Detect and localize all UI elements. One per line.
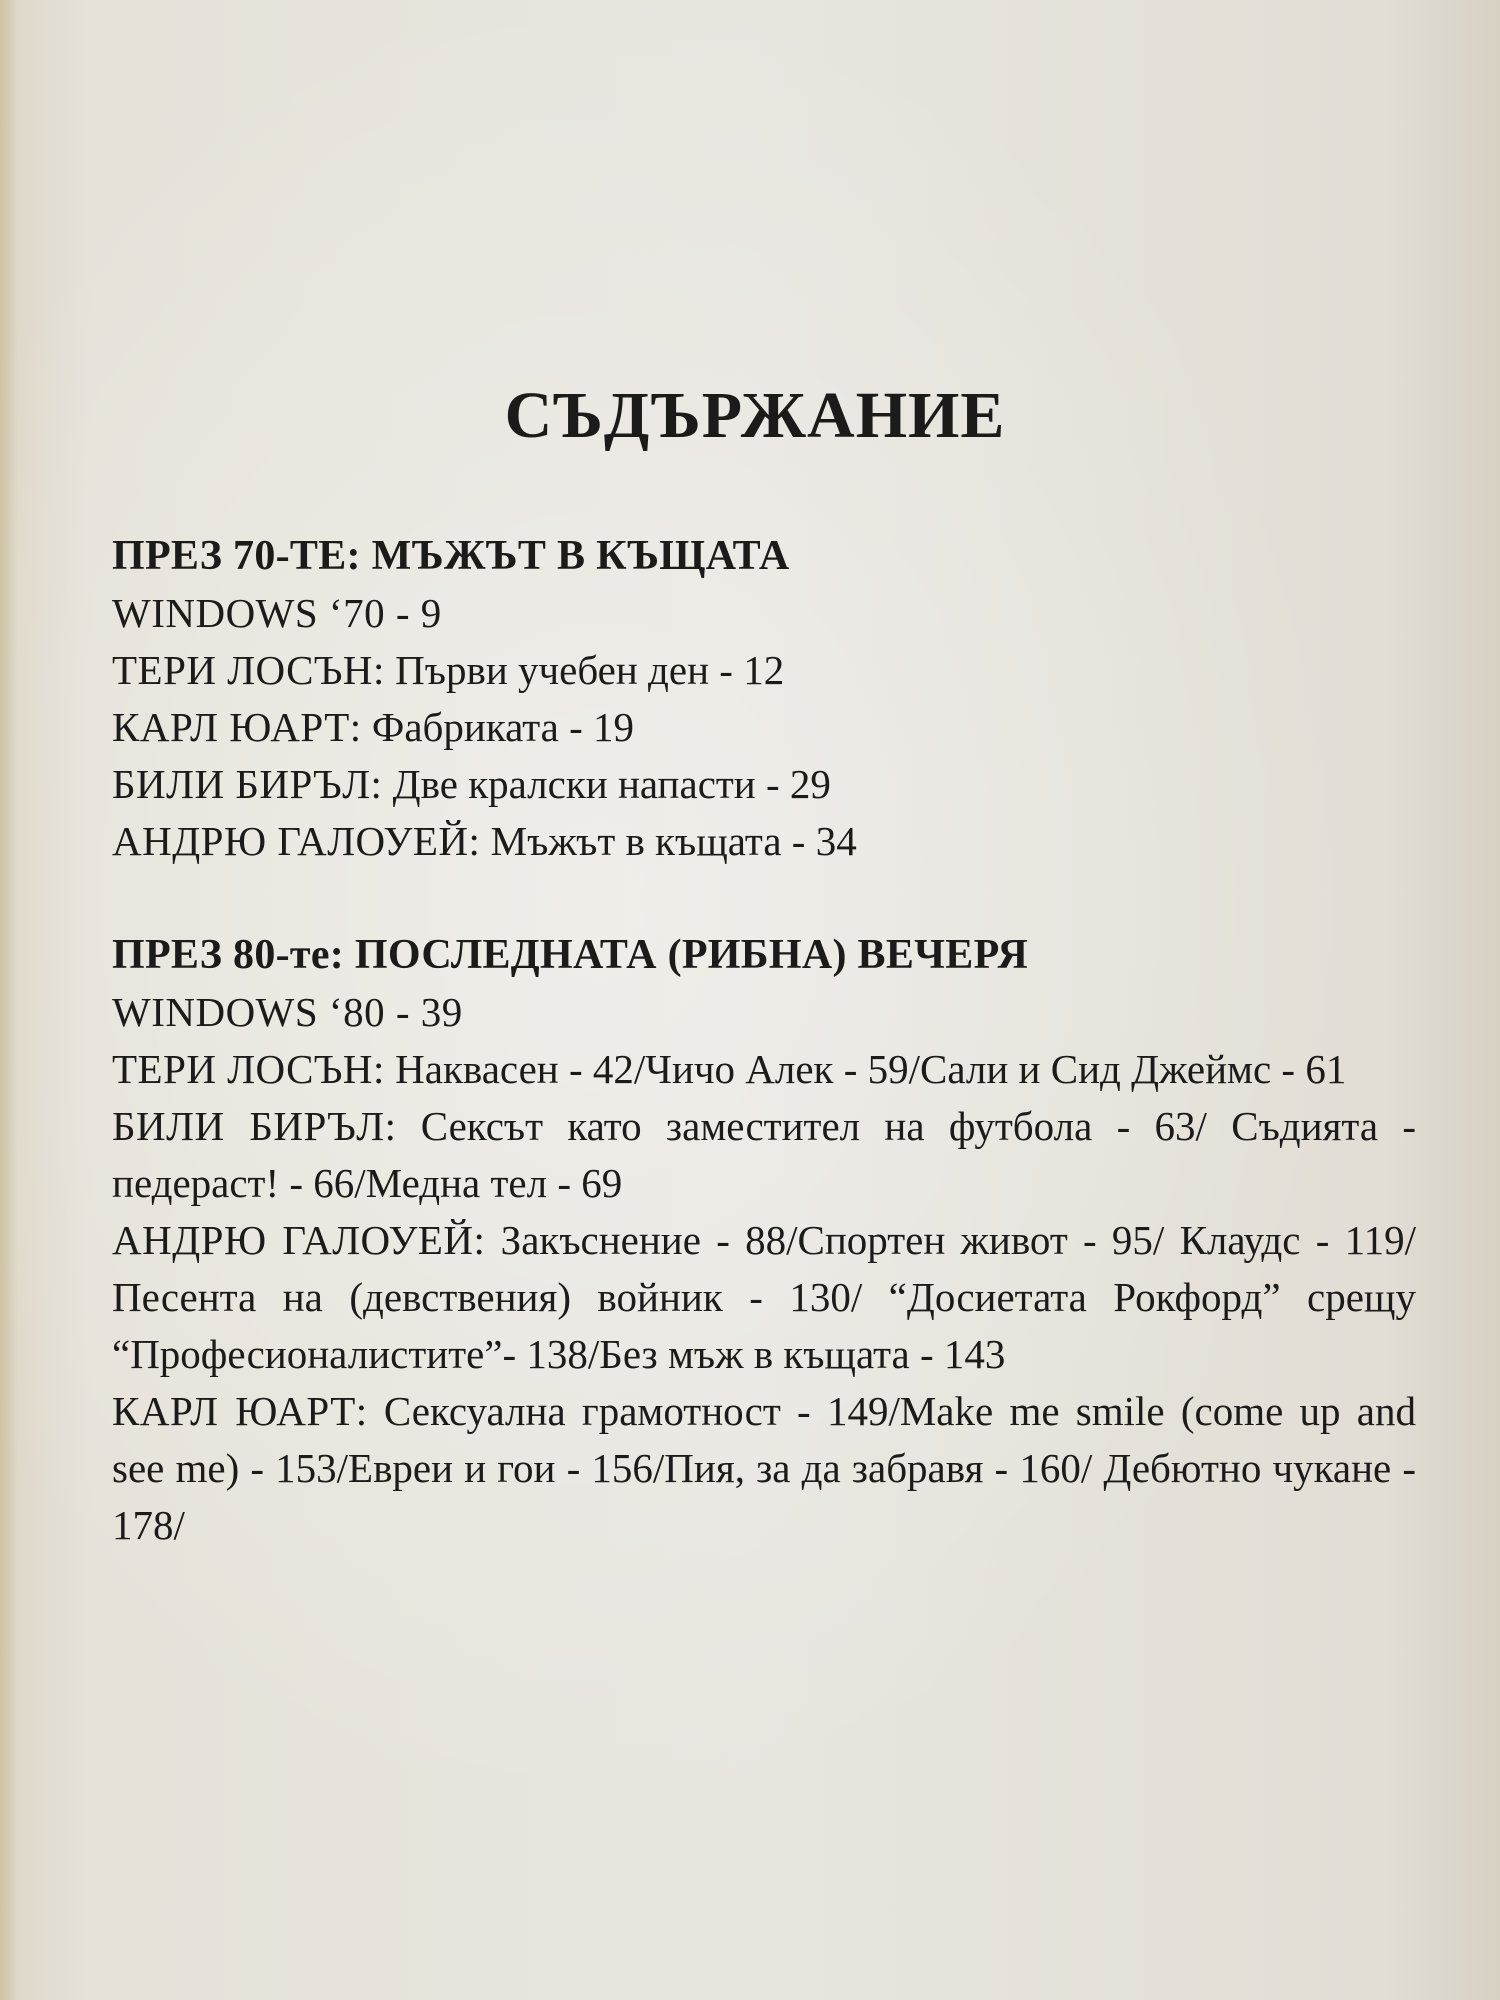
- entry-titles: Сексът като заместител на футбола - 63/ Съдията - педераст! - 66/Медна тел - 69: [112, 1103, 1416, 1206]
- entry-titles: Закъснение - 88/Спортен живот - 95/ Клаудс - 119/Песента на (девствения) войник - 130/ “Досиетата Рокфорд” срещу “Професионалистите”- 138/Без мъж в къщата - 143: [112, 1217, 1416, 1377]
- toc-entry: [112, 1383, 1416, 1554]
- table-of-contents: [112, 528, 1416, 1554]
- toc-entry: [112, 1041, 1416, 1098]
- toc-entry: [112, 585, 1416, 642]
- entry-author: БИЛИ БИРЪЛ:: [112, 761, 383, 807]
- toc-entry: [112, 984, 1416, 1041]
- page-title: СЪДЪРЖАНИЕ: [504, 379, 1006, 452]
- entry-author: WINDOWS ‘80 - 39: [112, 989, 463, 1035]
- toc-section-70s: [112, 528, 1416, 870]
- entry-author: КАРЛ ЮАРТ:: [112, 704, 362, 750]
- section-heading: ПРЕЗ 70-ТЕ: МЪЖЪТ В КЪЩАТА: [112, 533, 790, 579]
- entry-author: КАРЛ ЮАРТ:: [112, 1388, 368, 1434]
- entry-author: БИЛИ БИРЪЛ:: [112, 1103, 397, 1149]
- entry-author: ТЕРИ ЛОСЪН:: [112, 1046, 385, 1092]
- entry-titles: Сексуална грамотност - 149/Make me smile (come up and see me) - 153/Евреи и гои - 156/Пия, за да забравя - 160/ Дебютно чукане - 178/: [112, 1388, 1416, 1548]
- entry-author: WINDOWS ‘70 - 9: [112, 590, 442, 636]
- entry-titles: Две кралски напасти - 29: [392, 761, 831, 807]
- entry-author: АНДРЮ ГАЛОУЕЙ:: [112, 818, 481, 864]
- toc-entry: [112, 1212, 1416, 1383]
- entry-titles: Мъжът в къщата - 34: [490, 818, 857, 864]
- toc-entry: [112, 699, 1416, 756]
- toc-section-80s: [112, 927, 1416, 1554]
- toc-entry: [112, 1098, 1416, 1212]
- entry-titles: Наквасен - 42/Чичо Алек - 59/Сали и Сид Джеймс - 61: [395, 1046, 1347, 1092]
- toc-entry: [112, 756, 1416, 813]
- entry-titles: Фабриката - 19: [371, 704, 635, 750]
- entry-author: ТЕРИ ЛОСЪН:: [112, 647, 385, 693]
- toc-entry: [112, 642, 1416, 699]
- entry-author: АНДРЮ ГАЛОУЕЙ:: [112, 1217, 486, 1263]
- toc-entry: [112, 813, 1416, 870]
- entry-titles: Първи учебен ден - 12: [395, 647, 785, 693]
- section-heading: ПРЕЗ 80-те: ПОСЛЕДНАТА (РИБНА) ВЕЧЕРЯ: [112, 932, 1029, 978]
